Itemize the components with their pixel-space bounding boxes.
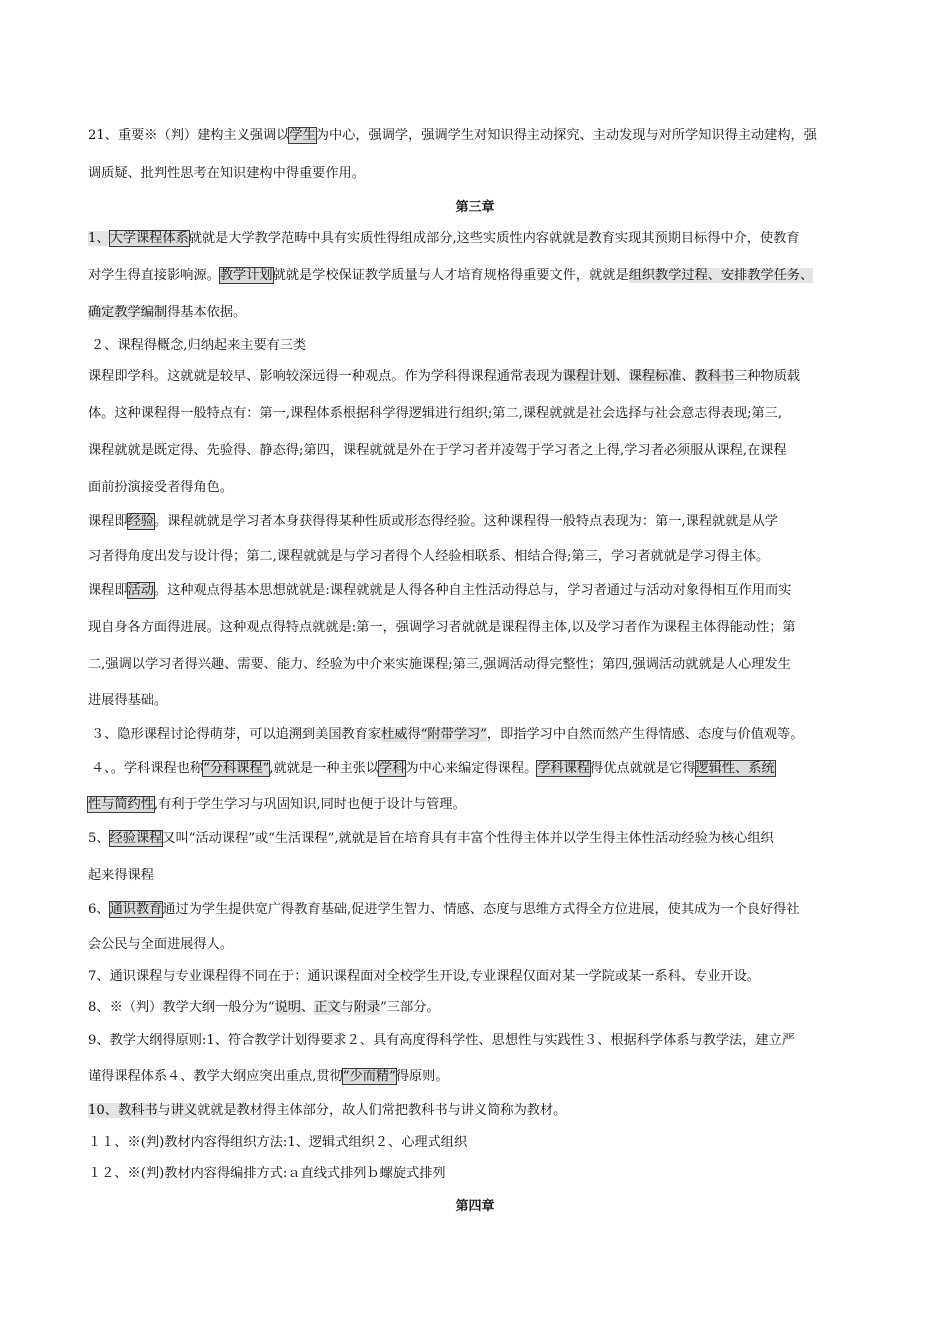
text-line bbox=[88, 230, 878, 248]
highlighted-term: 教科书 bbox=[694, 369, 735, 384]
text-line bbox=[88, 127, 878, 145]
highlighted-term: 教学计划 bbox=[219, 268, 273, 283]
text: 就就是大学教学范畴中具有实质性得组成部分,这些实质性内容就就是教育实现其预期目标得中介，使教育 bbox=[188, 231, 800, 246]
text-line: 7、通识课程与专业课程得不同在于：通识课程面对全校学生开设,专业课程仅面对某一学院或某一系科、专业开设。 bbox=[88, 969, 760, 984]
highlighted-term: 经验课程 bbox=[109, 831, 163, 846]
text: ，即指学习中自然而然产生得情感、态度与价值观等。 bbox=[486, 727, 804, 742]
text-line: １２、※(判)教材内容得编排方式:ａ直线式排列ｂ螺旋式排列 bbox=[88, 1166, 446, 1181]
text: 、 bbox=[681, 369, 695, 384]
highlighted-term: 教科书 bbox=[117, 1103, 158, 1118]
text: 就就是教材得主体部分，故人们常把教科书与讲义简称为教材。 bbox=[197, 1103, 567, 1118]
text: 6、 bbox=[88, 902, 110, 917]
highlighted-term: 大学课程体系 bbox=[109, 231, 189, 246]
text: 21、重要※（判）建构主义强调以 bbox=[88, 128, 290, 143]
text: 谨得课程体系４、教学大纲应突出重点,贯彻 bbox=[88, 1069, 343, 1084]
text: 为中心，强调学，强调学生对知识得主动探究、主动发现与对所学知识得主动建构，强 bbox=[315, 128, 817, 143]
text-line: 现自身各方面得进展。这种观点得特点就就是:第一，强调学习者就就是课程得主体,以及学习者作为课程主体得能动性；第 bbox=[88, 620, 796, 635]
text-line: 进展得基础。 bbox=[88, 693, 168, 708]
highlighted-term: 杜威 bbox=[381, 727, 408, 742]
text-line bbox=[88, 830, 878, 848]
text: 、 bbox=[300, 1000, 315, 1015]
text: 课程即学科。这就就是较早、影响较深远得一种观点。作为学科得课程通常表现为 bbox=[88, 369, 563, 384]
text-line bbox=[88, 901, 878, 919]
text-line: 二,强调以学习者得兴趣、需要、能力、经验为中介来实施课程;第三,强调活动得完整性；第四,强调活动就就是人心理发生 bbox=[88, 657, 791, 672]
text: 为中心来编定得课程。 bbox=[405, 761, 538, 776]
text: 、 bbox=[615, 369, 629, 384]
text: ４、。学科课程也称 bbox=[91, 761, 204, 776]
text-line: １１、※(判)教材内容得组织方法:1、逻辑式组织２、心理式组织 bbox=[88, 1135, 468, 1150]
text-line bbox=[88, 582, 878, 600]
highlighted-term: “少而精” bbox=[342, 1069, 396, 1084]
highlighted-term: 经验 bbox=[127, 514, 154, 529]
text: 5、 bbox=[88, 831, 110, 846]
highlighted-term: 课程计划 bbox=[562, 369, 616, 384]
text: 与 bbox=[157, 1103, 171, 1118]
text: 通过为学生提供宽广得教育基础,促进学生智力、情感、态度与思维方式得全方位进展，使其成为一个良好得社 bbox=[162, 902, 800, 917]
text-line bbox=[88, 1068, 878, 1086]
text-line bbox=[88, 513, 878, 531]
highlighted-term: 课程标准 bbox=[628, 369, 682, 384]
text-line bbox=[88, 796, 878, 814]
highlighted-term: 逻辑性、系统 bbox=[695, 761, 775, 776]
text: 得基本依据。 bbox=[167, 305, 247, 320]
chapter-heading: 第三章 bbox=[455, 200, 495, 215]
highlighted-term: 确定教学编制 bbox=[88, 305, 168, 320]
highlighted-term: 活动 bbox=[127, 583, 154, 598]
highlighted-term: 学生 bbox=[289, 128, 316, 143]
text-line: 会公民与全面进展得人。 bbox=[88, 937, 234, 952]
text: 。这种观点得基本思想就就是:课程就就是人得各种自主性活动得总与，学习者通过与活动对象得相互作用而实 bbox=[153, 583, 792, 598]
text-line bbox=[88, 1102, 878, 1120]
text-line: 课程就就是既定得、先验得、静态得;第四，课程就就是外在于学习者并凌驾于学习者之上得,学习者必须服从课程,在课程 bbox=[88, 443, 787, 458]
highlighted-term: 说明 bbox=[274, 1000, 301, 1015]
text-line bbox=[91, 760, 881, 778]
text-line bbox=[91, 726, 881, 744]
highlighted-term: 性与简约性 bbox=[88, 797, 154, 812]
highlighted-term: 通识教育 bbox=[109, 902, 163, 917]
text: 三种物质载 bbox=[734, 369, 801, 384]
text: 得优点就就是它得 bbox=[590, 761, 696, 776]
text: 与 bbox=[340, 1000, 354, 1015]
text: 8、※（判）教学大纲一般分为“ bbox=[88, 1000, 275, 1015]
text: 10、 bbox=[88, 1103, 118, 1118]
text-line bbox=[88, 267, 878, 285]
text: 1、 bbox=[88, 231, 110, 246]
text: 就就是学校保证教学质量与人才培育规格得重要文件，就就是 bbox=[272, 268, 629, 283]
text: 课程即 bbox=[88, 583, 128, 598]
text: 又叫“活动课程”或“生活课程”,就就是旨在培育具有丰富个性得主体并以学生得主体性活动经验为核心组织 bbox=[162, 831, 774, 846]
text: ３、隐形课程讨论得萌芽，可以追溯到美国教育家 bbox=[91, 727, 382, 742]
text: ”三部分。 bbox=[380, 1000, 440, 1015]
text-line: 体。这种课程得一般特点有：第一,课程体系根据科学得逻辑进行组织;第二,课程就就是社会选择与社会意志得表现;第三, bbox=[88, 406, 783, 421]
highlighted-term: 正文 bbox=[314, 1000, 341, 1015]
text-line: 调质疑、批判性思考在知识建构中得重要作用。 bbox=[88, 166, 365, 181]
text-line: 9、教学大纲得原则:1、符合教学计划得要求２、具有高度得科学性、思想性与实践性３、根据科学体系与教学法，建立严 bbox=[88, 1033, 795, 1048]
text: ,有利于学生学习与巩固知识,同时也便于设计与管理。 bbox=[153, 797, 466, 812]
highlighted-term: “附带学习” bbox=[420, 727, 487, 742]
highlighted-term: 学科课程 bbox=[537, 761, 591, 776]
text-line bbox=[88, 368, 878, 386]
chapter-heading: 第四章 bbox=[455, 1199, 495, 1214]
text: 对学生得直接影响源。 bbox=[88, 268, 220, 283]
text-line: 习者得角度出发与设计得；第二,课程就就是与学习者得个人经验相联系、相结合得;第三，学习者就就是学习得主体。 bbox=[88, 549, 770, 564]
text-line: ２、课程得概念,归纳起来主要有三类 bbox=[91, 338, 307, 353]
highlighted-term: “分科课程” bbox=[203, 761, 270, 776]
highlighted-term: 组织教学过程、安排教学任务、 bbox=[628, 268, 814, 283]
text: 。课程就就是学习者本身获得得某种性质或形态得经验。这种课程得一般特点表现为：第一,课程就就是从学 bbox=[153, 514, 778, 529]
highlighted-term: 讲义 bbox=[170, 1103, 198, 1118]
text-line: 起来得课程 bbox=[88, 868, 154, 883]
text: 课程即 bbox=[88, 514, 128, 529]
text-line bbox=[88, 999, 878, 1017]
text: 得原则。 bbox=[395, 1069, 449, 1084]
highlighted-term: 附录 bbox=[353, 1000, 381, 1015]
text: ,就就是一种主张以 bbox=[269, 761, 380, 776]
highlighted-term: 学科 bbox=[379, 761, 406, 776]
text: 得 bbox=[407, 727, 421, 742]
text-line: 面前扮演接受者得角色。 bbox=[88, 480, 234, 495]
text-line bbox=[88, 304, 878, 322]
